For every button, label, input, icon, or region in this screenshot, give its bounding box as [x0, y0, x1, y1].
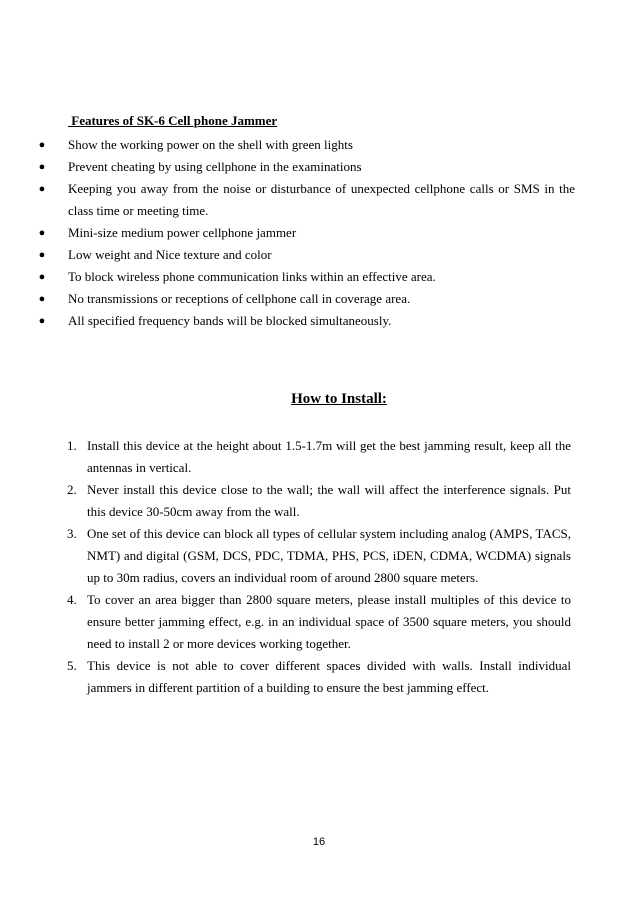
- list-item: [67, 435, 571, 479]
- feature-text: Show the working power on the shell with green lights: [68, 137, 353, 152]
- step-number: 5.: [67, 658, 77, 673]
- bullet-icon: ●: [38, 161, 46, 173]
- install-steps: [67, 435, 571, 699]
- list-item: [35, 222, 575, 244]
- install-heading-wrap: [0, 391, 638, 408]
- bullet-icon: ●: [38, 315, 46, 327]
- step-text: One set of this device can block all types of cellular system including analog (AMPS, TACS, NMT) and digital (GSM, DCS, PDC, TDMA, PHS, PCS, iDEN, CDMA, WCDMA) signals up to 30m radius, covers an individual room of around 2800 square meters.: [87, 526, 571, 585]
- list-item: [35, 266, 575, 288]
- step-text: Install this device at the height about 1.5-1.7m will get the best jamming result, keep all the antennas in vertical.: [87, 438, 571, 475]
- feature-text: All specified frequency bands will be blocked simultaneously.: [68, 313, 392, 328]
- list-item: [35, 288, 575, 310]
- list-item: [67, 523, 571, 589]
- list-item: [67, 589, 571, 655]
- step-number: 3.: [67, 526, 77, 541]
- step-number: 2.: [67, 482, 77, 497]
- features-heading: Features of SK-6 Cell phone Jammer: [68, 113, 278, 128]
- step-text: Never install this device close to the wall; the wall will affect the interference signals. Put this device 30-50cm away from the wall.: [87, 482, 571, 519]
- step-number: 4.: [67, 592, 77, 607]
- feature-text: Low weight and Nice texture and color: [68, 247, 272, 262]
- feature-text: Mini-size medium power cellphone jammer: [68, 225, 297, 240]
- bullet-icon: ●: [38, 293, 46, 305]
- list-item: [35, 134, 575, 156]
- step-text: This device is not able to cover different spaces divided with walls. Install individual jammers in different partition of a building to ensure the best jamming effect.: [87, 658, 571, 695]
- feature-text: Keeping you away from the noise or disturbance of unexpected cellphone calls or SMS in the class time or meeting time.: [68, 181, 575, 218]
- bullet-icon: ●: [38, 227, 46, 239]
- install-heading: How to Install:: [291, 391, 387, 407]
- feature-text: No transmissions or receptions of cellphone call in coverage area.: [68, 291, 411, 306]
- bullet-icon: ●: [38, 249, 46, 261]
- list-item: [67, 655, 571, 699]
- list-item: [35, 156, 575, 178]
- bullet-icon: ●: [38, 139, 46, 151]
- list-item: [35, 244, 575, 266]
- list-item: [67, 479, 571, 523]
- list-item: [35, 310, 575, 332]
- bullet-icon: ●: [38, 271, 46, 283]
- feature-text: Prevent cheating by using cellphone in the examinations: [68, 159, 362, 174]
- step-text: To cover an area bigger than 2800 square meters, please install multiples of this device to ensure better jamming effect, e.g. in an individual space of 3500 square meters, you should need to install 2 or more devices working together.: [87, 592, 571, 651]
- feature-text: To block wireless phone communication links within an effective area.: [68, 269, 436, 284]
- features-list: [35, 134, 575, 332]
- bullet-icon: ●: [38, 183, 46, 195]
- page-number: 16: [312, 836, 326, 848]
- step-number: 1.: [67, 438, 77, 453]
- list-item: [35, 178, 575, 222]
